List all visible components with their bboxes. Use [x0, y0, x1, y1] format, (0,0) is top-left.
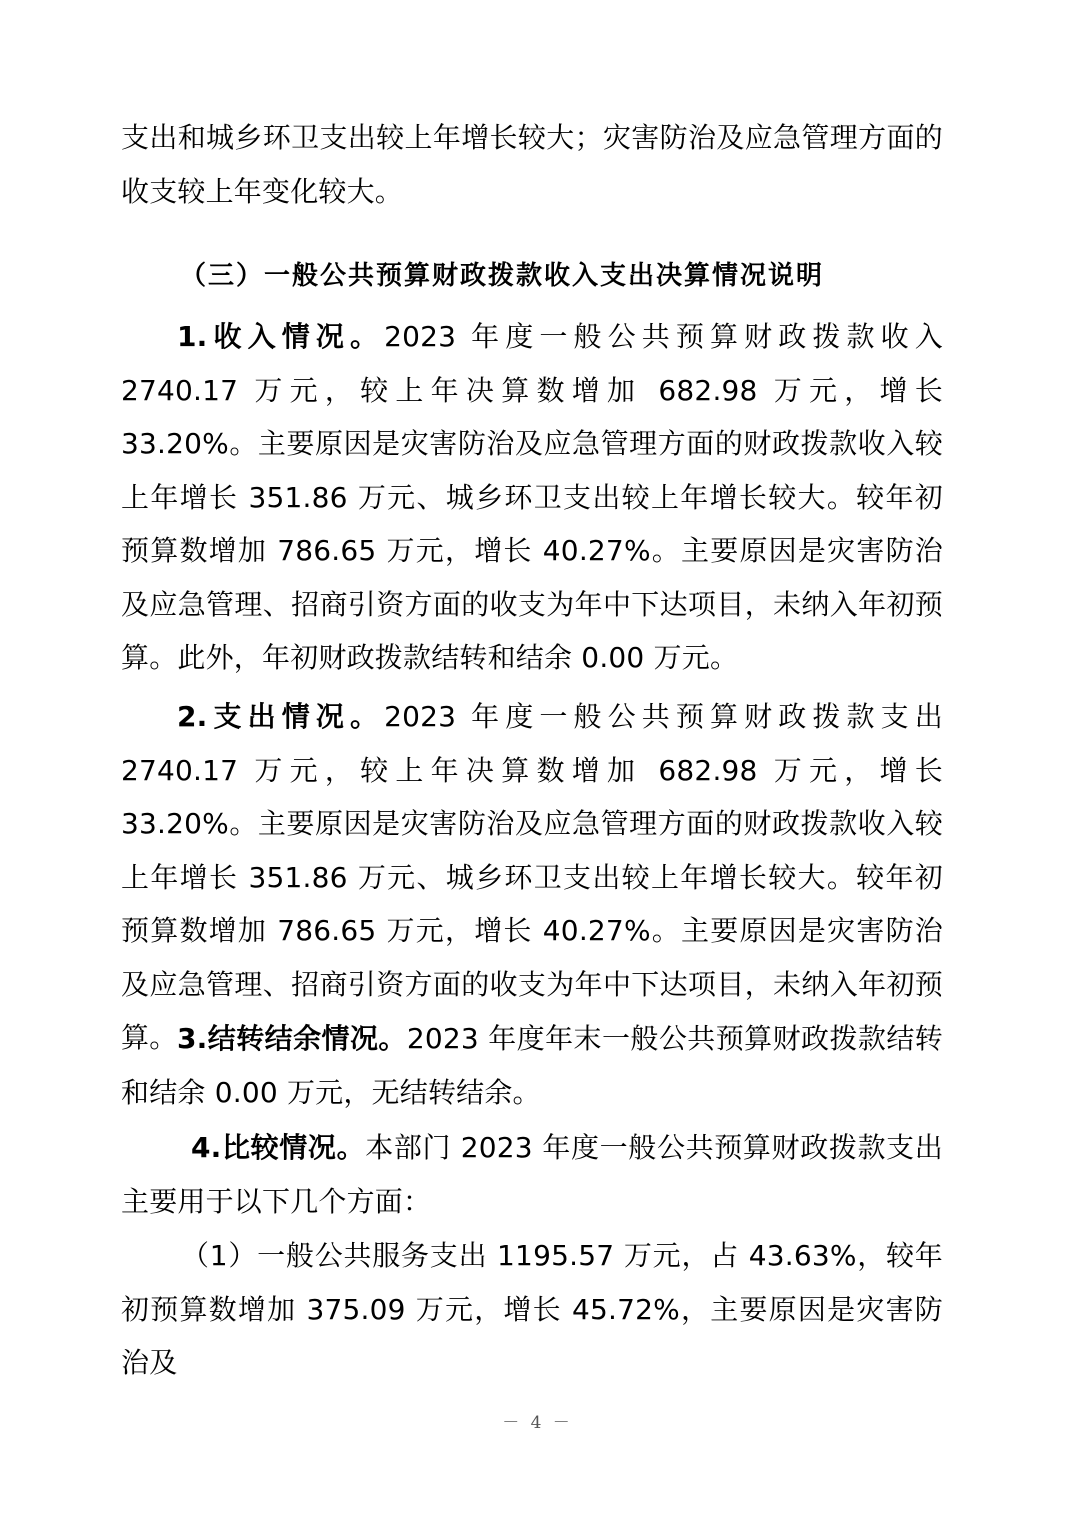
- paragraph-lead: 3.结转结余情况。: [177, 1022, 407, 1055]
- paragraph-comparison: [121, 1121, 943, 1228]
- paragraph-expenditure: [121, 690, 943, 1065]
- paragraph-general-services: （1）一般公共服务支出 1195.57 万元，占 43.63%，较年初预算数增加 375.09 万元，增长 45.72%，主要原因是灾害防治及: [121, 1239, 943, 1379]
- paragraph-body: 本部门 2023 年度一般公共预算财政拨款支出主要用于以下几个方面：: [121, 1131, 943, 1218]
- paragraph-lead: 4.比较情况。: [191, 1131, 366, 1164]
- paragraph-lead: 1.收入情况。: [177, 320, 385, 353]
- paragraph-income: [121, 310, 943, 685]
- paragraph-body: 2023 年度年末一般公共预算财政拨款结转和结余 0.00 万元，无结转结余。: [121, 1022, 943, 1109]
- paragraph-carryover: [121, 1012, 943, 1119]
- page-number: － 4 －: [502, 1413, 573, 1433]
- continued-paragraph: 支出和城乡环卫支出较上年增长较大；灾害防治及应急管理方面的收支较上年变化较大。: [121, 121, 943, 208]
- paragraph-body: 2023 年度一般公共预算财政拨款收入 2740.17 万元，较上年决算数增加 682.98 万元，增长 33.20%。主要原因是灾害防治及应急管理方面的财政拨款收入较上年增长 351.86 万元、城乡环卫支出较上年增长较大。较年初预算数增加 786.65 万元，增长 40.27%。主要原因是灾害防治及应急管理、招商引资方面的收支为年中下达项目，未纳入年初预算。此外，年初财政拨款结转和结余 0.00 万元。: [121, 320, 943, 674]
- paragraph-body: 2023 年度一般公共预算财政拨款支出 2740.17 万元，较上年决算数增加 682.98 万元，增长 33.20%。主要原因是灾害防治及应急管理方面的财政拨款收入较上年增长 351.86 万元、城乡环卫支出较上年增长较大。较年初预算数增加 786.65 万元，增长 40.27%。主要原因是灾害防治及应急管理、招商引资方面的收支为年中下达项目，未纳入年初预算。: [121, 700, 943, 1054]
- paragraph-lead: 2.支出情况。: [177, 700, 385, 733]
- section-heading: （三）一般公共预算财政拨款收入支出决算情况说明: [180, 261, 825, 291]
